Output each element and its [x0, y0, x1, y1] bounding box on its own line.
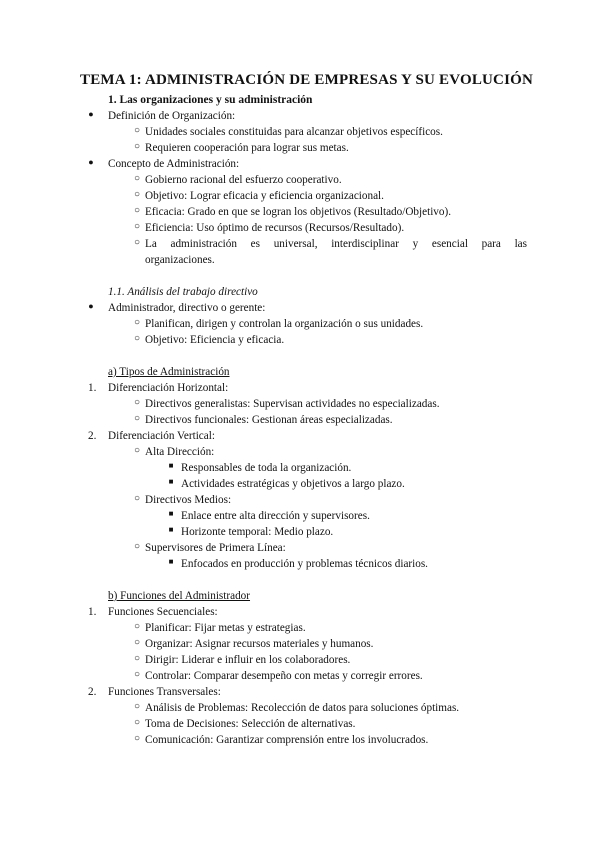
list-item: La administración es universal, interdisciplinar y esencial para las [145, 238, 527, 250]
square-bullet-icon: ■ [168, 461, 174, 470]
transversal-functions-label: Funciones Transversales: [108, 686, 221, 698]
list-number: 1. [88, 606, 97, 618]
square-bullet-icon: ■ [168, 477, 174, 486]
hollow-bullet-icon: ○ [133, 413, 141, 424]
section-heading-organizations: 1. Las organizaciones y su administración [108, 94, 313, 106]
director-label: Administrador, directivo o gerente: [108, 302, 266, 314]
hollow-bullet-icon: ○ [133, 397, 141, 408]
list-item: Organizar: Asignar recursos materiales y humanos. [145, 638, 374, 650]
list-item: Dirigir: Liderar e influir en los colaboradores. [145, 654, 351, 666]
section-heading-directive-work: 1.1. Análisis del trabajo directivo [108, 286, 258, 298]
list-item: Toma de Decisiones: Selección de alternativas. [145, 718, 356, 730]
list-item: Planifican, dirigen y controlan la organización o sus unidades. [145, 318, 424, 330]
list-item: Directivos generalistas: Supervisan actividades no especializadas. [145, 398, 440, 410]
list-number: 1. [88, 382, 97, 394]
sequential-functions-label: Funciones Secuenciales: [108, 606, 218, 618]
bullet-icon: ● [88, 109, 94, 119]
hollow-bullet-icon: ○ [133, 653, 141, 664]
square-bullet-icon: ■ [168, 525, 174, 534]
hollow-bullet-icon: ○ [133, 189, 141, 200]
hollow-bullet-icon: ○ [133, 205, 141, 216]
square-bullet-icon: ■ [168, 557, 174, 566]
horizontal-diff-label: Diferenciación Horizontal: [108, 382, 229, 394]
list-item: Requieren cooperación para lograr sus metas. [145, 142, 349, 154]
hollow-bullet-icon: ○ [133, 237, 141, 248]
hollow-bullet-icon: ○ [133, 733, 141, 744]
list-item: Comunicación: Garantizar comprensión entre los involucrados. [145, 734, 429, 746]
list-item: Enlace entre alta dirección y supervisores. [181, 510, 370, 522]
hollow-bullet-icon: ○ [133, 333, 141, 344]
section-heading-functions: b) Funciones del Administrador [108, 590, 251, 602]
list-item: Eficacia: Grado en que se logran los objetivos (Resultado/Objetivo). [145, 206, 452, 218]
supervisors-label: Supervisores de Primera Línea: [145, 542, 286, 554]
list-item: Análisis de Problemas: Recolección de datos para soluciones óptimas. [145, 702, 460, 714]
list-item: Unidades sociales constituidas para alcanzar objetivos específicos. [145, 126, 443, 138]
hollow-bullet-icon: ○ [133, 125, 141, 136]
hollow-bullet-icon: ○ [133, 541, 141, 552]
bullet-icon: ● [88, 157, 94, 167]
hollow-bullet-icon: ○ [133, 701, 141, 712]
section-heading-types: a) Tipos de Administración [108, 366, 230, 378]
hollow-bullet-icon: ○ [133, 173, 141, 184]
hollow-bullet-icon: ○ [133, 621, 141, 632]
admin-concept-label: Concepto de Administración: [108, 158, 240, 170]
hollow-bullet-icon: ○ [133, 221, 141, 232]
list-number: 2. [88, 430, 97, 442]
list-item-continuation: organizaciones. [145, 254, 215, 266]
list-item: Responsables de toda la organización. [181, 462, 352, 474]
hollow-bullet-icon: ○ [133, 493, 141, 504]
page-title: TEMA 1: ADMINISTRACIÓN DE EMPRESAS Y SU EVOLUCIÓN [80, 72, 534, 88]
list-item: Planificar: Fijar metas y estrategias. [145, 622, 306, 634]
list-item: Controlar: Comparar desempeño con metas y corregir errores. [145, 670, 423, 682]
top-management-label: Alta Dirección: [145, 446, 215, 458]
middle-management-label: Directivos Medios: [145, 494, 232, 506]
list-item: Actividades estratégicas y objetivos a largo plazo. [181, 478, 405, 490]
hollow-bullet-icon: ○ [133, 317, 141, 328]
hollow-bullet-icon: ○ [133, 717, 141, 728]
list-item: Gobierno racional del esfuerzo cooperativo. [145, 174, 342, 186]
list-item: Objetivo: Lograr eficacia y eficiencia organizacional. [145, 190, 384, 202]
hollow-bullet-icon: ○ [133, 445, 141, 456]
vertical-diff-label: Diferenciación Vertical: [108, 430, 215, 442]
list-number: 2. [88, 686, 97, 698]
hollow-bullet-icon: ○ [133, 669, 141, 680]
list-item: Enfocados en producción y problemas técnicos diarios. [181, 558, 428, 570]
list-item: Horizonte temporal: Medio plazo. [181, 526, 334, 538]
hollow-bullet-icon: ○ [133, 141, 141, 152]
hollow-bullet-icon: ○ [133, 637, 141, 648]
bullet-icon: ● [88, 301, 94, 311]
list-item: Directivos funcionales: Gestionan áreas especializadas. [145, 414, 393, 426]
list-item: Eficiencia: Uso óptimo de recursos (Recursos/Resultado). [145, 222, 405, 234]
square-bullet-icon: ■ [168, 509, 174, 518]
org-definition-label: Definición de Organización: [108, 110, 236, 122]
list-item: Objetivo: Eficiencia y eficacia. [145, 334, 285, 346]
